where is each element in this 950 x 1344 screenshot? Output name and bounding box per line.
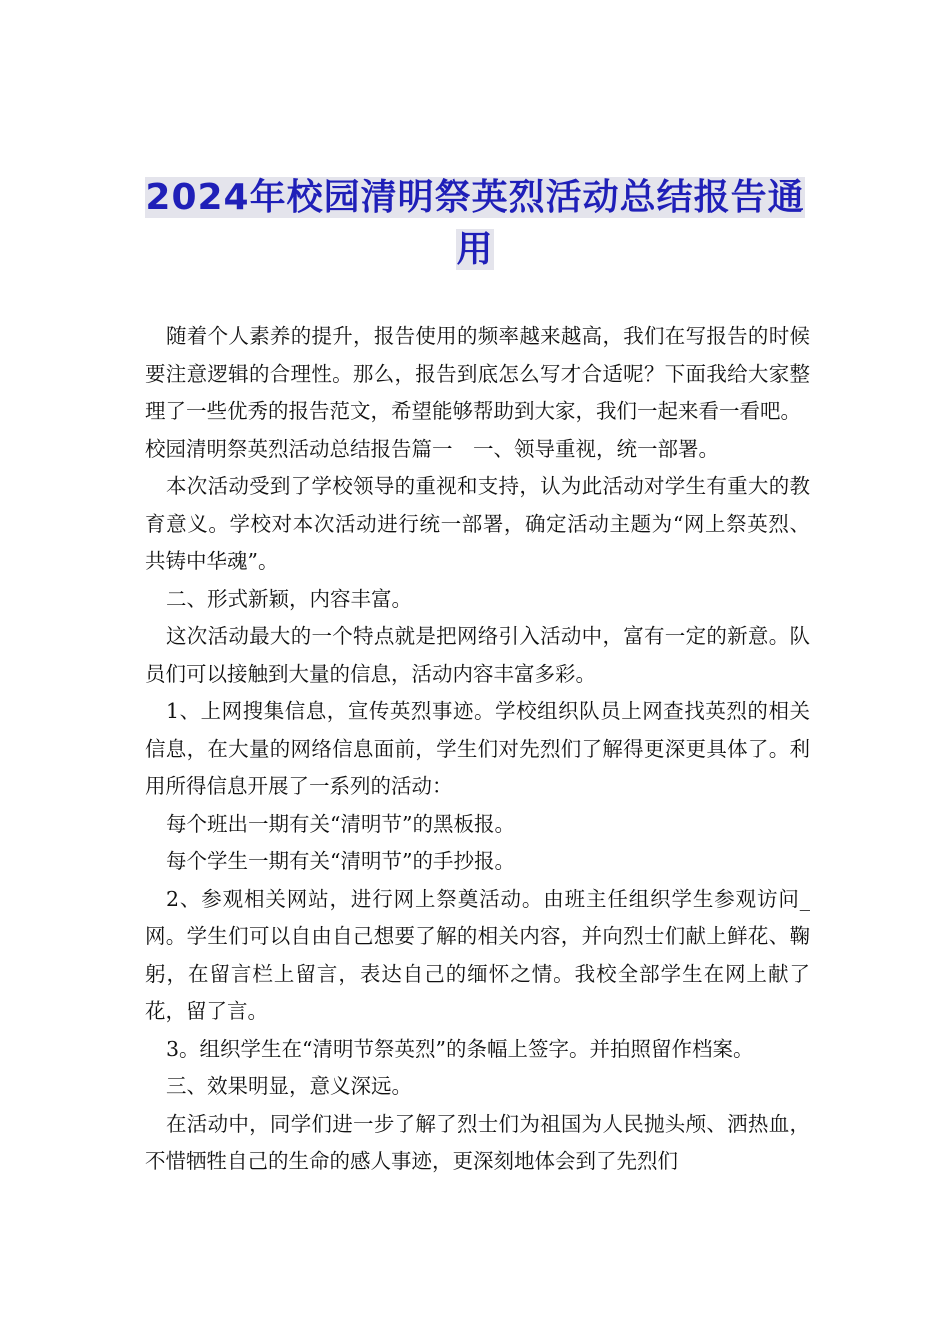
document-body xyxy=(145,318,810,1181)
paragraph: 2、参观相关网站，进行网上祭奠活动。由班主任组织学生参观访问_网。学生们可以自由自己想要了解的相关内容，并向烈士们献上鲜花、鞠躬，在留言栏上留言，表达自己的缅怀之情。我校全部学生在网上献了花，留了言。 xyxy=(145,886,810,1023)
paragraph: 本次活动受到了学校领导的重视和支持，认为此活动对学生有重大的教育意义。学校对本次活动进行统一部署，确定活动主题为“网上祭英烈、共铸中华魂”。 xyxy=(145,474,810,573)
document-title-block xyxy=(140,172,810,276)
paragraph-intro: 随着个人素养的提升，报告使用的频率越来越高，我们在写报告的时候要注意逻辑的合理性。那么，报告到底怎么写才合适呢？下面我给大家整理了一些优秀的报告范文，希望能够帮助到大家，我们一起来看一看吧。 xyxy=(145,324,810,423)
paragraph: 在活动中，同学们进一步了解了烈士们为祖国为人民抛头颅、洒热血，不惜牺牲自己的生命的感人事迹，更深刻地体会到了先烈们 xyxy=(145,1111,810,1173)
paragraph: 每个学生一期有关“清明节”的手抄报。 xyxy=(166,849,515,873)
paragraph: 1、上网搜集信息，宣传英烈事迹。学校组织队员上网查找英烈的相关信息，在大量的网络信息面前，学生们对先烈们了解得更深更具体了。利用所得信息开展了一系列的活动： xyxy=(145,699,810,798)
paragraph: 每个班出一期有关“清明节”的黑板报。 xyxy=(166,811,515,836)
paragraph-heading-3: 三、效果明显，意义深远。 xyxy=(166,1074,412,1098)
paragraph-heading-2: 二、形式新颖，内容丰富。 xyxy=(166,586,412,611)
document-title: 2024年校园清明祭英烈活动总结报告通用 xyxy=(145,177,805,270)
paragraph: 3。组织学生在“清明节祭英烈”的条幅上签字。并拍照留作档案。 xyxy=(166,1036,754,1061)
paragraph-section-heading: 校园清明祭英烈活动总结报告篇一 一、领导重视，统一部署。 xyxy=(145,436,719,461)
paragraph: 这次活动最大的一个特点就是把网络引入活动中，富有一定的新意。队员们可以接触到大量的信息，活动内容丰富多彩。 xyxy=(145,624,810,686)
